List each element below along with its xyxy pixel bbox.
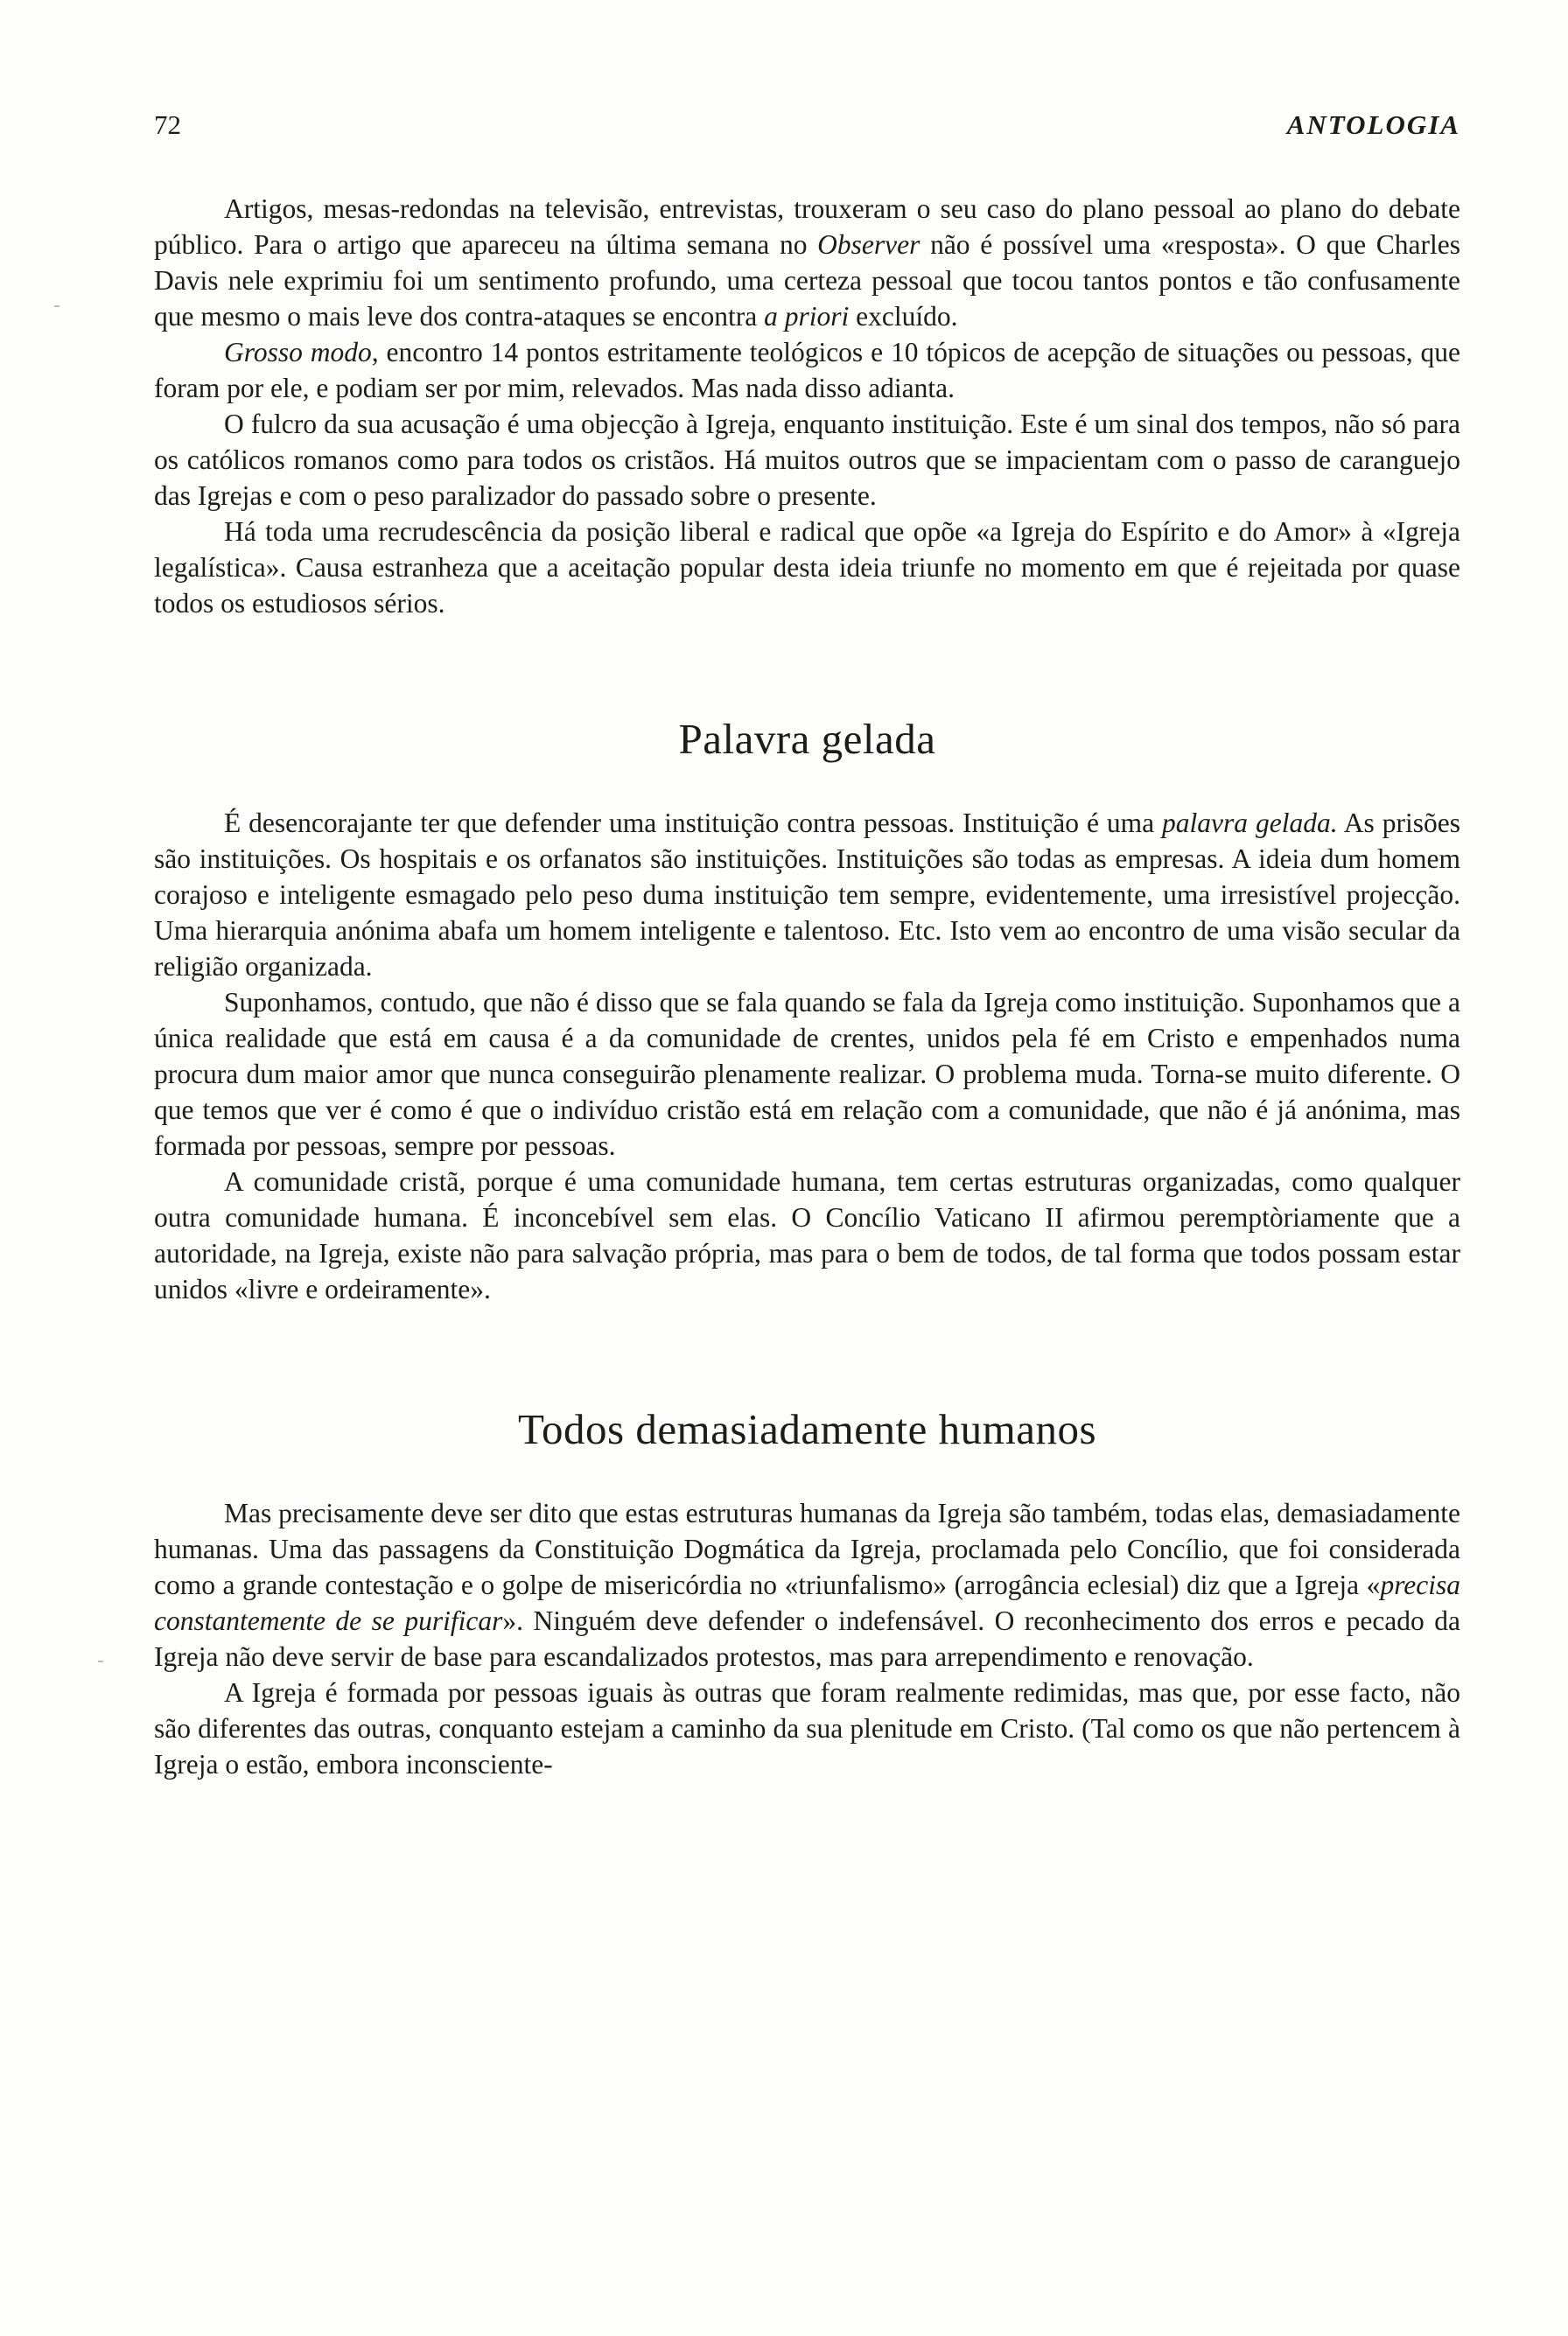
page-body (154, 191, 1460, 1782)
page-header (154, 109, 1460, 153)
paragraph: Há toda uma recrudescência da posição liberal e radical que opõe «a Igreja do Espírito e do Amor» à «Igreja legalística». Causa estranheza que a aceitação popular desta ideia triunfe no momento em que é rejeitada por quase todos os estudiosos sérios. (154, 516, 1460, 619)
paragraph: O fulcro da sua acusação é uma objecção à Igreja, enquanto instituição. Este é um sinal dos tempos, não só para os católicos romanos como para todos os cristãos. Há muitos outros que se impacientam com o passo de caranguejo das Igrejas e com o peso paralizador do passado sobre o presente. (154, 409, 1460, 511)
paragraph: É desencorajante ter que defender uma instituição contra pessoas. Instituição é uma palavra gelada. As prisões são instituições. Os hospitais e os orfanatos são instituições. Instituições são todas as empresas. A ideia dum homem corajoso e inteligente esmagado pelo peso duma instituição tem sempre, evidentemente, uma irresistível projecção. Uma hierarquia anónima abafa um homem inteligente e talentoso. Etc. Isto vem ao encontro de uma visão secular da religião organizada. (154, 808, 1460, 982)
section-intro (154, 191, 1460, 621)
running-head: ANTOLOGIA (1286, 109, 1460, 140)
section-todos-demasiadamente-humanos (154, 1403, 1460, 1782)
paragraph: Artigos, mesas-redondas na televisão, entrevistas, trouxeram o seu caso do plano pessoal ao plano do debate público. Para o artigo que apareceu na última semana no Observer não é possível uma «resposta». O que Charles Davis nele exprimiu foi um sentimento profundo, uma certeza pessoal que tocou tantos pontos e tão confusamente que mesmo o mais leve dos contra-ataques se encontra a priori excluído. (154, 193, 1461, 332)
page-number: 72 (154, 109, 181, 140)
margin-mark (98, 1661, 103, 1662)
section-heading: Todos demasiadamente humanos (517, 1405, 1097, 1453)
margin-mark (54, 305, 60, 307)
section-palavra-gelada (154, 713, 1460, 1307)
paragraph: Suponhamos, contudo, que não é disso que se fala quando se fala da Igreja como instituição. Suponhamos que a única realidade que está em causa é a da comunidade de crentes, unidos pela fé em Cristo e empenhados numa procura dum maior amor que nunca conseguirão plenamente realizar. O problema muda. Torna-se muito diferente. O que temos que ver é como é que o indivíduo cristão está em relação com a comunidade, que não é já anónima, mas formada por pessoas, sempre por pessoas. (154, 987, 1460, 1161)
paragraph: Mas precisamente deve ser dito que estas estruturas humanas da Igreja são também, todas elas, demasiadamente humanas. Uma das passagens da Constituição Dogmática da Igreja, proclamada pelo Concílio, que foi considerada como a grande contestação e o golpe de misericórdia no «triunfalismo» (arrogância eclesial) diz que a Igreja «precisa constantemente de se purificar». Ninguém deve defender o indefensável. O reconhecimento dos erros e pecado da Igreja não deve servir de base para escandalizados protestos, mas para arrependimento e renovação. (154, 1498, 1461, 1672)
paragraph: Grosso modo, encontro 14 pontos estritamente teológicos e 10 tópicos de acepção de situações ou pessoas, que foram por ele, e podiam ser por mim, relevados. Mas nada disso adianta. (154, 337, 1460, 403)
section-heading: Palavra gelada (678, 715, 936, 763)
paragraph: A comunidade cristã, porque é uma comunidade humana, tem certas estruturas organizadas, como qualquer outra comunidade humana. É inconcebível sem elas. O Concílio Vaticano II afirmou peremptòriamente que a autoridade, na Igreja, existe não para salvação própria, mas para o bem de todos, de tal forma que todos possam estar unidos «livre e ordeiramente». (154, 1166, 1460, 1304)
paragraph: A Igreja é formada por pessoas iguais às outras que foram realmente redimidas, mas que, por esse facto, não são diferentes das outras, conquanto estejam a caminho da sua plenitude em Cristo. (Tal como os que não pertencem à Igreja o estão, embora inconsciente- (154, 1677, 1460, 1780)
